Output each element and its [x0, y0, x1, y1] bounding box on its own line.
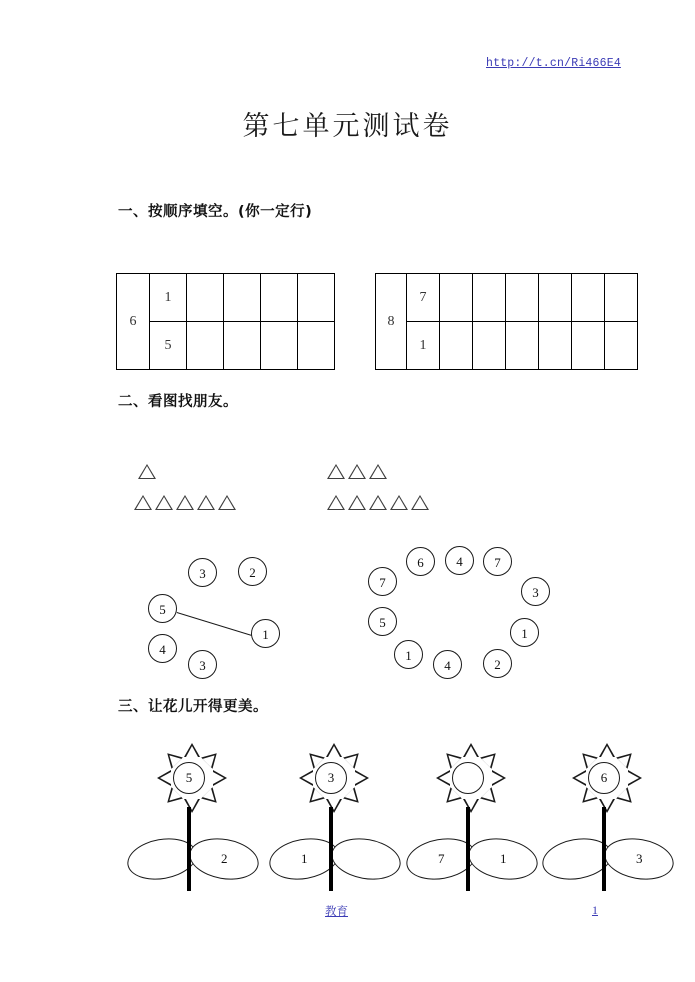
- table-blank-cell[interactable]: [187, 274, 224, 322]
- table-blank-cell[interactable]: [473, 322, 506, 370]
- section-heading-1: 一、按顺序填空。(你一定行): [118, 204, 313, 220]
- table-blank-cell[interactable]: [187, 322, 224, 370]
- flower-leaf-right[interactable]: [601, 833, 677, 885]
- petal-icon: [480, 748, 501, 769]
- petal-icon: [463, 743, 479, 757]
- number-circle[interactable]: 3: [188, 558, 217, 587]
- petal-icon: [299, 770, 313, 786]
- source-url-link[interactable]: http://t.cn/Ri466E4: [486, 57, 621, 70]
- triangle-icon: [327, 464, 345, 479]
- petal-icon: [326, 743, 342, 757]
- table-blank-cell[interactable]: [298, 274, 335, 322]
- table-blank-cell[interactable]: [572, 322, 605, 370]
- section-heading-2: 二、看图找朋友。: [118, 394, 238, 410]
- petal-icon: [343, 748, 364, 769]
- flower-2: [272, 745, 390, 895]
- triangle-row: [134, 495, 239, 517]
- leaf-value: 7: [437, 851, 445, 866]
- flower-4: [545, 745, 663, 895]
- petal-icon: [157, 770, 171, 786]
- triangle-icon: [138, 464, 156, 479]
- leaf-value: 3: [635, 851, 643, 866]
- flower-stem: [466, 807, 470, 891]
- number-circle[interactable]: 4: [433, 650, 462, 679]
- table-blank-cell[interactable]: [506, 274, 539, 322]
- table-cell: 1: [407, 322, 440, 370]
- petal-icon: [343, 787, 364, 808]
- petal-icon: [436, 770, 450, 786]
- petal-icon: [616, 787, 637, 808]
- number-circle[interactable]: 6: [406, 547, 435, 576]
- flower-stem: [602, 807, 606, 891]
- table-cell: 7: [407, 274, 440, 322]
- petal-icon: [201, 787, 222, 808]
- table-cell: 1: [150, 274, 187, 322]
- triangle-icon: [369, 495, 387, 510]
- table-blank-cell[interactable]: [261, 322, 298, 370]
- sequence-table-right: [375, 273, 638, 370]
- flower-center-value[interactable]: 5: [173, 762, 205, 794]
- petal-icon: [480, 787, 501, 808]
- table-row: [117, 322, 335, 370]
- petal-icon: [213, 770, 227, 786]
- table-blank-cell[interactable]: [261, 274, 298, 322]
- flower-leaf-right[interactable]: [186, 833, 262, 885]
- petal-icon: [599, 743, 615, 757]
- table-blank-cell[interactable]: [440, 322, 473, 370]
- table-blank-cell[interactable]: [224, 274, 261, 322]
- table-blank-cell[interactable]: [298, 322, 335, 370]
- table-row: [376, 274, 638, 322]
- triangle-icon: [348, 495, 366, 510]
- petal-icon: [572, 770, 586, 786]
- flower-leaf-right[interactable]: [465, 833, 541, 885]
- petal-icon: [201, 748, 222, 769]
- sequence-table-left: [116, 273, 335, 370]
- leaf-value: 1: [300, 851, 308, 866]
- table-blank-cell[interactable]: [572, 274, 605, 322]
- table-blank-cell[interactable]: [506, 322, 539, 370]
- petal-icon: [492, 770, 506, 786]
- number-circle[interactable]: 1: [251, 619, 280, 648]
- number-circle-cluster-right: [368, 545, 568, 685]
- triangle-icon: [390, 495, 408, 510]
- triangle-icon: [197, 495, 215, 510]
- number-circle-cluster-left: [140, 550, 300, 685]
- table-blank-cell[interactable]: [224, 322, 261, 370]
- flower-leaf-right[interactable]: [328, 833, 404, 885]
- triangle-icon: [155, 495, 173, 510]
- table-blank-cell[interactable]: [605, 274, 638, 322]
- flower-head: [571, 745, 637, 811]
- leaf-value: 2: [220, 851, 228, 866]
- table-blank-cell[interactable]: [539, 322, 572, 370]
- flower-stem: [187, 807, 191, 891]
- number-circle[interactable]: 1: [394, 640, 423, 669]
- number-circle[interactable]: 1: [510, 618, 539, 647]
- table-blank-cell[interactable]: [440, 274, 473, 322]
- number-circle[interactable]: 3: [521, 577, 550, 606]
- number-circle[interactable]: 3: [188, 650, 217, 679]
- flower-center-value[interactable]: [452, 762, 484, 794]
- flower-center-value[interactable]: 3: [315, 762, 347, 794]
- number-circle[interactable]: 4: [445, 546, 474, 575]
- triangle-group-left: [134, 464, 239, 517]
- section-heading-3: 三、让花儿开得更美。: [118, 699, 268, 715]
- flower-1: [130, 745, 248, 895]
- table-blank-cell[interactable]: [605, 322, 638, 370]
- table-row: [117, 274, 335, 322]
- flower-stem: [329, 807, 333, 891]
- number-circle[interactable]: 2: [483, 649, 512, 678]
- leaf-value: 1: [499, 851, 507, 866]
- table-blank-cell[interactable]: [473, 274, 506, 322]
- petal-icon: [355, 770, 369, 786]
- triangle-icon: [134, 495, 152, 510]
- table-lead-cell: 8: [376, 274, 407, 370]
- triangle-icon: [348, 464, 366, 479]
- table-row: [376, 322, 638, 370]
- table-lead-cell: 6: [117, 274, 150, 370]
- triangle-group-right: [327, 464, 432, 517]
- number-circle[interactable]: 7: [368, 567, 397, 596]
- petal-icon: [628, 770, 642, 786]
- number-circle[interactable]: 5: [148, 594, 177, 623]
- footer-education-link[interactable]: 教育: [325, 904, 348, 918]
- triangle-icon: [218, 495, 236, 510]
- flower-head: [435, 745, 501, 811]
- triangle-icon: [411, 495, 429, 510]
- triangle-row: [327, 464, 432, 486]
- table-cell: 5: [150, 322, 187, 370]
- triangle-row: [327, 495, 432, 517]
- triangle-icon: [327, 495, 345, 510]
- flower-head: [298, 745, 364, 811]
- triangle-icon: [176, 495, 194, 510]
- petal-icon: [616, 748, 637, 769]
- flower-center-value[interactable]: 6: [588, 762, 620, 794]
- flower-head: [156, 745, 222, 811]
- triangle-row: [134, 464, 239, 486]
- page-title: 第七单元测试卷: [242, 111, 453, 141]
- number-circle[interactable]: 5: [368, 607, 397, 636]
- number-circle[interactable]: 4: [148, 634, 177, 663]
- table-blank-cell[interactable]: [539, 274, 572, 322]
- flower-3: [409, 745, 527, 895]
- triangle-icon: [369, 464, 387, 479]
- footer-page-number[interactable]: 1: [592, 903, 598, 917]
- number-circle[interactable]: 7: [483, 547, 512, 576]
- petal-icon: [184, 743, 200, 757]
- number-circle[interactable]: 2: [238, 557, 267, 586]
- match-line: [177, 612, 252, 636]
